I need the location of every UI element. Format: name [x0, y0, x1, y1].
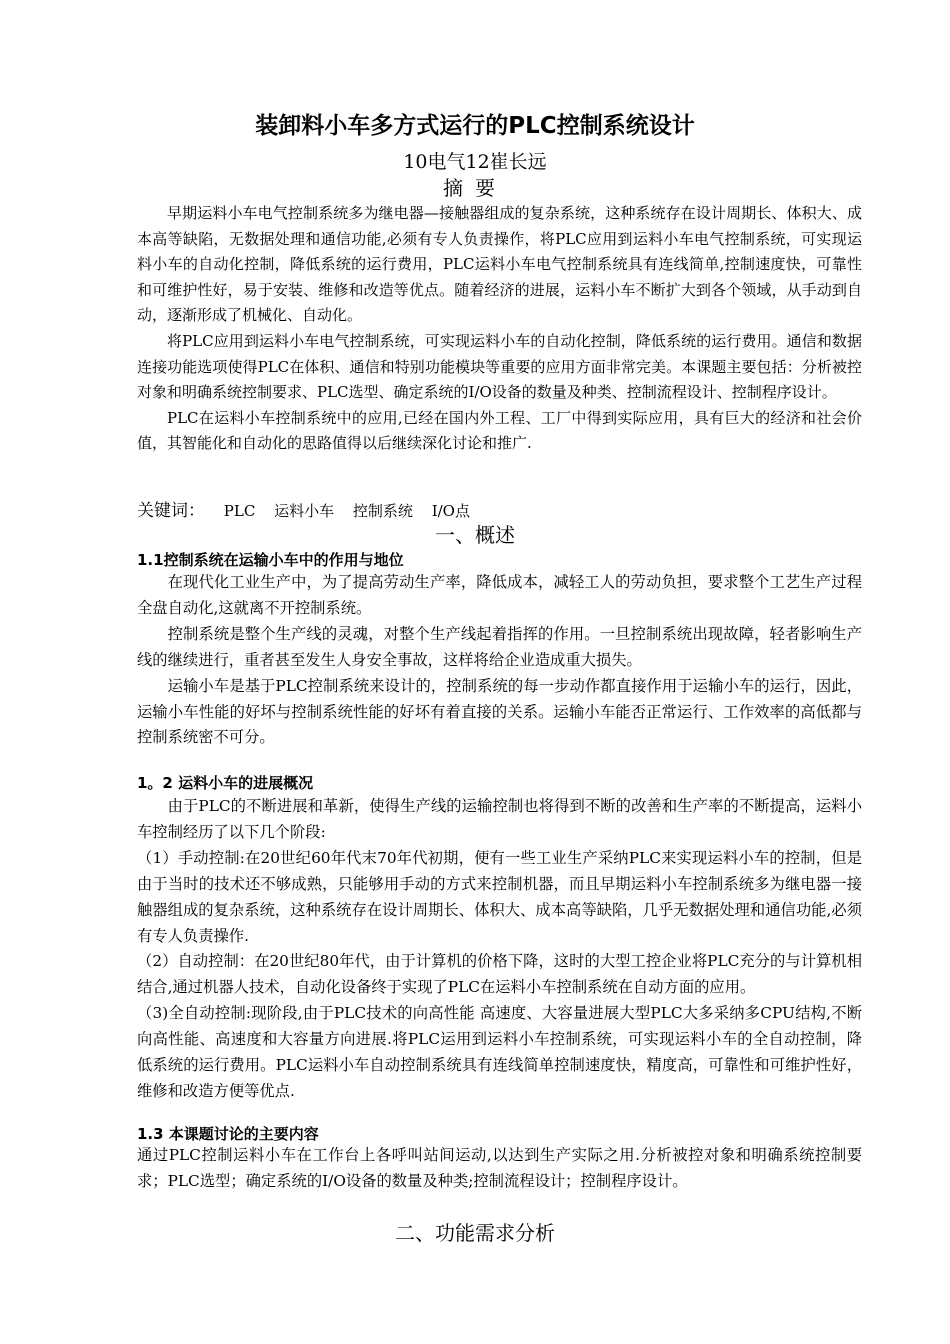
subsection-heading-1-3: 1.3 本课题讨论的主要内容 [137, 1125, 319, 1143]
abstract-paragraph: PLC在运料小车控制系统中的应用,已经在国内外工程、工厂中得到实际应用，具有巨大的经济和社会价值，其智能化和自动化的思路值得以后继续深化讨论和推广. [137, 408, 862, 453]
keyword: 控制系统 [352, 502, 413, 520]
body-paragraph: 在现代化工业生产中，为了提高劳动生产率，降低成本，减轻工人的劳动负担，要求整个工艺生产过程全盘自动化,这就离不开控制系统。 [137, 573, 862, 617]
subsection-heading-1-1: 1.1控制系统在运输小车中的作用与地位 [137, 551, 404, 569]
list-item: （1）手动控制:在20世纪60年代末70年代初期，便有一些工业生产采纳PLC来实现运料小车的控制，但是由于当时的技术还不够成熟，只能够用手动的方式来控制机器，而且早期运料小车控制系统多为继电器一接触器组成的复杂系统，这种系统存在设计周期长、体积大、成本高等缺陷，几乎无数据处理和通信功能,必须有专人负责操作. [137, 848, 862, 945]
body-paragraph: 运输小车是基于PLC控制系统来设计的，控制系统的每一步动作都直接作用于运输小车的运行，因此，运输小车性能的好坏与控制系统性能的好坏有着直接的关系。运输小车能否正常运行、工作效率的高低都与控制系统密不可分。 [137, 676, 862, 747]
paper-title: 装卸料小车多方式运行的PLC控制系统设计 [255, 113, 695, 139]
subsection-body-1-2 [137, 794, 862, 1105]
section-heading-overview: 一、概述 [435, 523, 515, 547]
author-line: 10电气12崔长远 [403, 151, 547, 173]
body-paragraph: 控制系统是整个生产线的灵魂，对整个生产线起着指挥的作用。一旦控制系统出现故障，轻者影响生产线的继续进行，重者甚至发生人身安全事故，这样将给企业造成重大损失。 [137, 624, 862, 669]
body-paragraph: 通过PLC控制运料小车在工作台上各呼叫站间运动,以达到生产实际之用.分析被控对象和明确系统控制要求；PLC选型；确定系统的I/O设备的数量及种类;控制流程设计；控制程序设计。 [137, 1146, 862, 1190]
keywords-line [137, 499, 862, 523]
keyword: I/O点 [431, 502, 470, 520]
subsection-body-1-3 [137, 1143, 862, 1195]
abstract-body [137, 201, 862, 457]
keyword: PLC [223, 502, 256, 520]
abstract-paragraph: 将PLC应用到运料小车电气控制系统，可实现运料小车的自动化控制，降低系统的运行费用。通信和数据连接功能选项使得PLC在体积、通信和特别功能模块等重要的应用方面非常完美。本课题主要包括：分析被控对象和明确系统控制要求、PLC选型、确定系统的I/O设备的数量及种类、控制流程设计、控制程序设计。 [137, 331, 862, 402]
subsection-heading-1-2: 1。2 运料小车的进展概况 [137, 774, 314, 792]
list-item: （3)全自动控制:现阶段,由于PLC技术的向高性能 高速度、大容量进展大型PLC大多采纳多CPU结构,不断向高性能、高速度和大容量方向进展.将PLC运用到运料小车控制系统，可实现运料小车的全自动控制，降低系统的运行费用。PLC运料小车自动控制系统具有连线简单控制速度快，精度高，可靠性和可维护性好，维修和改造方便等优点. [137, 1004, 862, 1100]
abstract-heading: 摘要 [443, 176, 507, 200]
keyword: 运料小车 [274, 502, 335, 520]
subsection-body-1-1 [137, 570, 862, 751]
body-paragraph: 由于PLC的不断进展和革新，使得生产线的运输控制也将得到不断的改善和生产率的不断提高，运料小车控制经历了以下几个阶段: [137, 797, 862, 841]
list-item: （2）自动控制：在20世纪80年代，由于计算机的价格下降，这时的大型工控企业将PLC充分的与计算机相结合,通过机器人技术，自动化设备终于实现了PLC在运料小车控制系统在自动方面的应用。 [137, 952, 862, 997]
keywords-label: 关键词： [137, 501, 205, 521]
section-heading-requirements: 二、功能需求分析 [395, 1221, 555, 1245]
abstract-paragraph: 早期运料小车电气控制系统多为继电器—接触器组成的复杂系统，这种系统存在设计周期长、体积大、成本高等缺陷，无数据处理和通信功能,必须有专人负责操作，将PLC应用到运料小车电气控制系统，可实现运料小车的自动化控制，降低系统的运行费用，PLC运料小车电气控制系统具有连线简单,控制速度快，可靠性和可维护性好，易于安装、维修和改造等优点。随着经济的进展，运料小车不断扩大到各个领域，从手动到自动，逐渐形成了机械化、自动化。 [137, 204, 862, 325]
